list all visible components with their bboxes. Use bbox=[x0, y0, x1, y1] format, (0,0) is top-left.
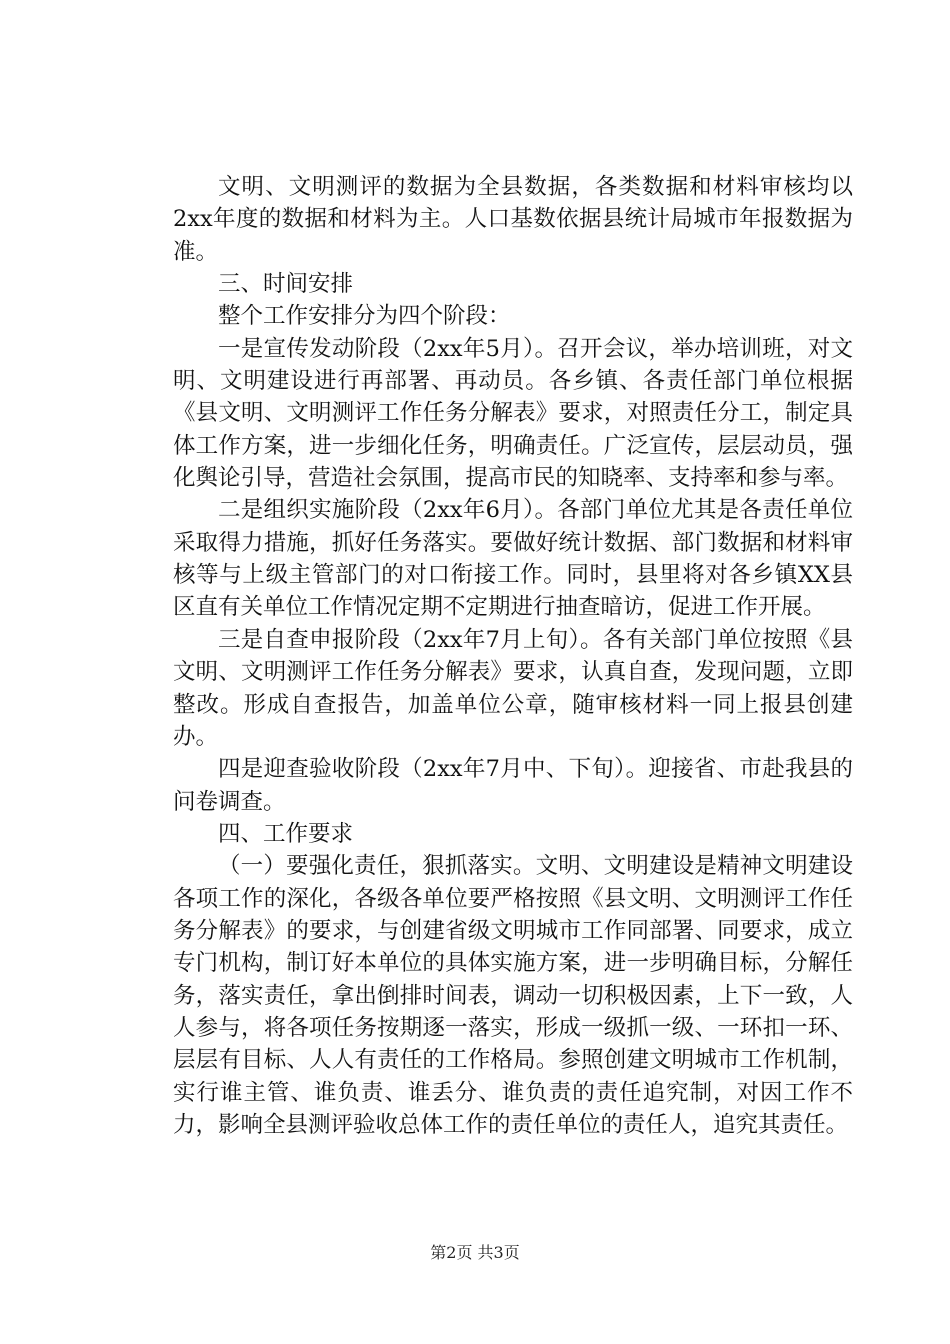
paragraph-stage-two: 二是组织实施阶段（2xx年6月）。各部门单位尤其是各责任单位采取得力措施，抓好任务落实。要做好统计数据、部门数据和材料审核等与上级主管部门的对口衔接工作。同时，县里将对各乡镇XX县区直有关单位工作情况定期不定期进行抽查暗访，促进工作开展。 bbox=[173, 497, 853, 621]
paragraph-stages-intro: 整个工作安排分为四个阶段： bbox=[218, 303, 511, 330]
paragraph-requirement-one: （一）要强化责任，狠抓落实。文明、文明建设是精神文明建设各项工作的深化，各级各单位要严格按照《县文明、文明测评工作任务分解表》的要求，与创建省级文明城市工作同部署、同要求，成立专门机构，制订好本单位的具体实施方案，进一步明确目标，分解任务，落实责任，拿出倒排时间表，调动一切积极因素，上下一致，人人参与，将各项任务按期逐一落实，形成一级抓一级、一环扣一环、层层有目标、人人有责任的工作格局。参照创建文明城市工作机制，实行谁主管、谁负责、谁丢分、谁负责的责任追究制，对因工作不力，影响全县测评验收总体工作的责任单位的责任人，追究其责任。 bbox=[173, 853, 853, 1138]
paragraph-data-scope: 文明、文明测评的数据为全县数据，各类数据和材料审核均以2xx年度的数据和材料为主。人口基数依据县统计局城市年报数据为准。 bbox=[173, 174, 853, 265]
paragraph-stage-four: 四是迎查验收阶段（2xx年7月中、下旬）。迎接省、市赴我县的问卷调查。 bbox=[173, 756, 853, 815]
document-body bbox=[173, 171, 853, 1141]
section-heading-requirements: 四、工作要求 bbox=[218, 820, 354, 847]
section-heading-schedule: 三、时间安排 bbox=[218, 271, 354, 298]
paragraph-stage-three: 三是自查申报阶段（2xx年7月上旬）。各有关部门单位按照《县文明、文明测评工作任务分解表》要求，认真自查，发现问题，立即整改。形成自查报告，加盖单位公章，随审核材料一同上报县创建办。 bbox=[173, 626, 853, 750]
page-footer: 第2页 共3页 bbox=[430, 1243, 520, 1262]
paragraph-stage-one: 一是宣传发动阶段（2xx年5月）。召开会议，举办培训班，对文明、文明建设进行再部署、再动员。各乡镇、各责任部门单位根据《县文明、文明测评工作任务分解表》要求，对照责任分工，制定具体工作方案，进一步细化任务，明确责任。广泛宣传，层层动员，强化舆论引导，营造社会氛围，提高市民的知晓率、支持率和参与率。 bbox=[173, 335, 853, 492]
